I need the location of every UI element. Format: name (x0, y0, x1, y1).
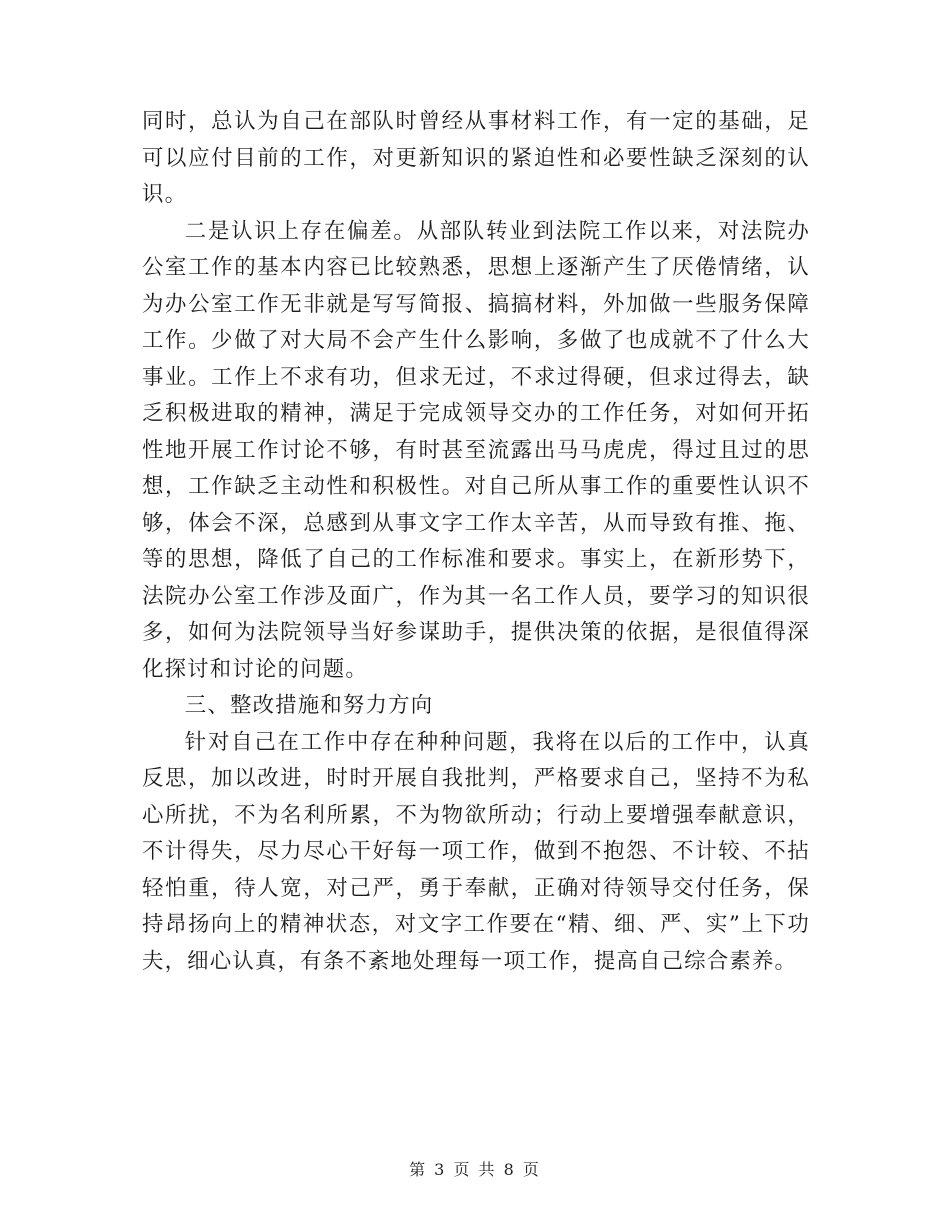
document-body (142, 104, 810, 980)
section-heading-rectification: 三、整改措施和努力方向 (184, 693, 434, 718)
paragraph-rectification-measures: 针对自己在工作中存在种种问题，我将在以后的工作中，认真反思，加以改进，时时开展自我批判，严格要求自己，坚持不为私心所扰，不为名利所累，不为物欲所动；行动上要增强奉献意识，不计得失，尽力尽心干好每一项工作，做到不抱怨、不计较、不拈轻怕重，待人宽，对己严，勇于奉献，正确对待领导交付任务，保持昂扬向上的精神状态，对文字工作要在“精、细、严、实”上下功夫，细心认真，有条不紊地处理每一项工作，提高自己综合素养。 (142, 729, 810, 974)
paragraph-understanding-deviation: 二是认识上存在偏差。从部队转业到法院工作以来，对法院办公室工作的基本内容已比较熟悉，思想上逐渐产生了厌倦情绪，认为办公室工作无非就是写写简报、搞搞材料，外加做一些服务保障工作。少做了对大局不会产生什么影响，多做了也成就不了什么大事业。工作上不求有功，但求无过，不求过得硬，但求过得去，缺乏积极进取的精神，满足于完成领导交办的工作任务，对如何开拓性地开展工作讨论不够，有时甚至流露出马马虎虎，得过且过的思想，工作缺乏主动性和积极性。对自己所从事工作的重要性认识不够，体会不深，总感到从事文字工作太辛苦，从而导致有推、拖、等的思想，降低了自己的工作标准和要求。事实上，在新形势下，法院办公室工作涉及面广，作为其一名工作人员，要学习的知识很多，如何为法院领导当好参谋助手，提供决策的依据，是很值得深化探讨和讨论的问题。 (142, 218, 810, 682)
paragraph-continuation: 同时，总认为自己在部队时曾经从事材料工作，有一定的基础，足可以应付目前的工作，对更新知识的紧迫性和必要性缺乏深刻的认识。 (142, 109, 810, 207)
page-number-footer: 第 3 页 共 8 页 (409, 1160, 541, 1179)
